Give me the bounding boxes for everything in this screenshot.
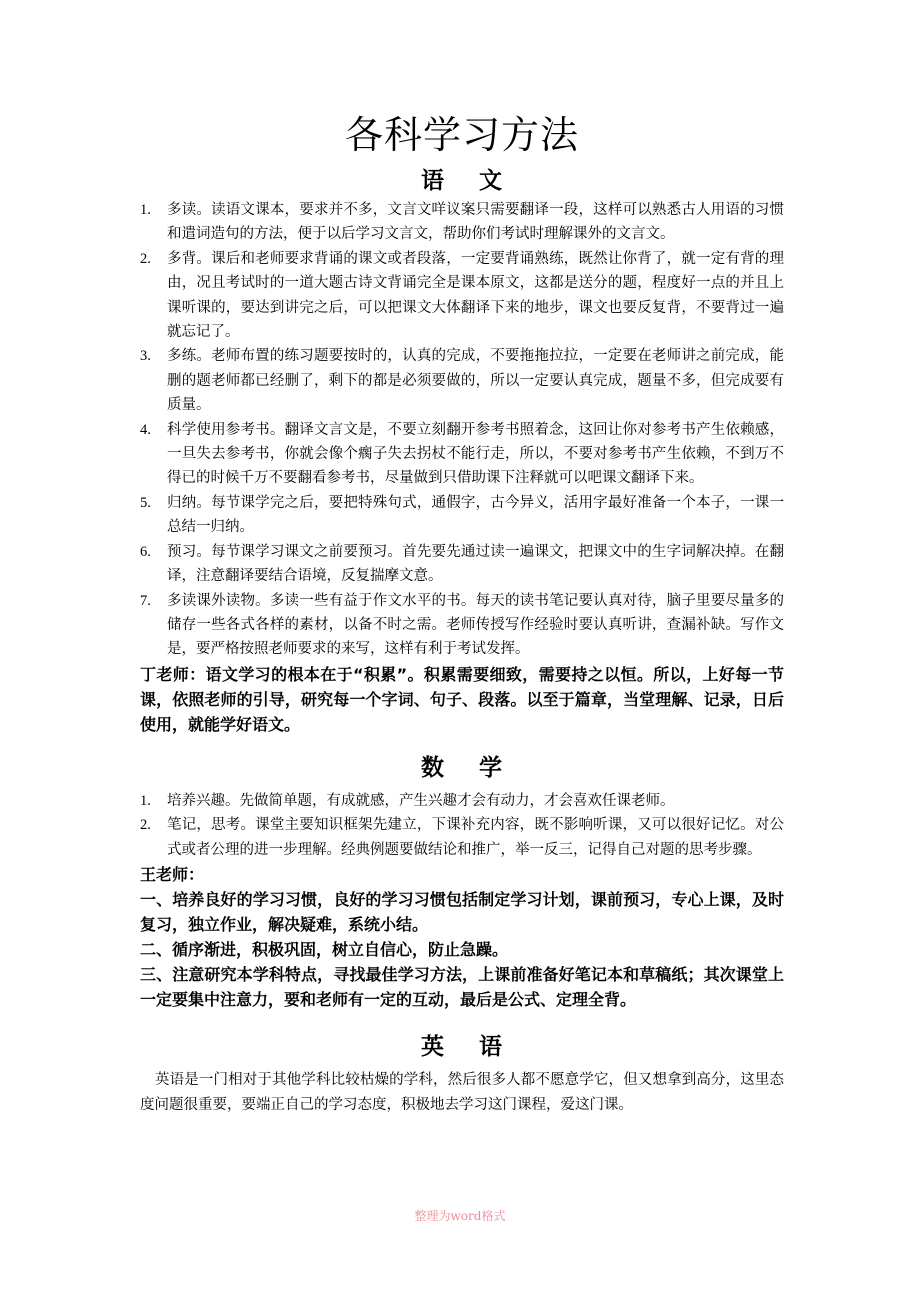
section-heading-english: 英 语 bbox=[421, 1033, 503, 1060]
teacher-wang-point: 二、循序渐进，积极巩固，树立自信心，防止急躁。 bbox=[140, 939, 509, 959]
teacher-ding-note: 丁老师：语文学习的根本在于“积累”。积累需要细致，需要持之以恒。所以，上好每一节课，依照老师的引导，研究每一个字词、句子、段落。以至于篇章，当堂理解、记录，日后使用，就能学好语文。 bbox=[140, 664, 784, 734]
math-methods-list bbox=[140, 789, 784, 862]
section-heading-math: 数 学 bbox=[421, 754, 503, 781]
list-item: 3. 多练。老师布置的练习题要按时的，认真的完成，不要拖拖拉拉，一定要在老师讲之前完成，能删的题老师都已经删了，剩下的都是必须要做的，所以一定要认真完成，题量不多，但完成要有质量。 bbox=[140, 348, 784, 414]
english-paragraph: 英语是一门相对于其他学科比较枯燥的学科，然后很多人都不愿意学它，但又想拿到高分，这里态度问题很重要，要端正自己的学习态度，积极地去学习这门课程，爱这门课。 bbox=[140, 1071, 784, 1113]
list-item: 6. 预习。每节课学习课文之前要预习。首先要先通过读一遍课文，把课文中的生字词解决掉。在翻译，注意翻译要结合语境，反复揣摩文意。 bbox=[140, 543, 784, 585]
teacher-wang-point: 一、培养良好的学习习惯，良好的学习习惯包括制定学习计划，课前预习，专心上课，及时复习，独立作业，解决疑难，系统小结。 bbox=[140, 889, 784, 934]
list-item: 7. 多读课外读物。多读一些有益于作文水平的书。每天的读书笔记要认真对待，脑子里要尽量多的储存一些各式各样的素材，以备不时之需。老师传授写作经验时要认真听讲，查漏补缺。写作文是，要严格按照老师要求的来写，这样有利于考试发挥。 bbox=[140, 592, 784, 658]
page-footer: 整理为word格式 bbox=[414, 1209, 506, 1223]
document-title: 各科学习方法 bbox=[344, 113, 579, 157]
list-item: 2. 多背。课后和老师要求背诵的课文或者段落，一定要背诵熟练，既然让你背了，就一定有背的理由，况且考试时的一道大题古诗文背诵完全是课本原文，这都是送分的题，程度好一点的并且上课听课的，要达到讲完之后，可以把课文大体翻译下来的地步，课文也要反复背，不要背过一遍就忘记了。 bbox=[140, 250, 784, 341]
list-item: 2. 笔记，思考。课堂主要知识框架先建立，下课补充内容，既不影响听课，又可以很好记忆。对公式或者公理的进一步理解。经典例题要做结论和推广，举一反三，记得自己对题的思考步骤。 bbox=[140, 817, 784, 858]
list-item: 1. 多读。读语文课本，要求并不多，文言文咩议案只需要翻译一段，这样可以熟悉古人用语的习惯和遣词造句的方法，便于以后学习文言文，帮助你们考试时理解课外的文言文。 bbox=[140, 202, 784, 243]
teacher-wang-point: 三、注意研究本学科特点，寻找最佳学习方法，上课前准备好笔记本和草稿纸；其次课堂上一定要集中注意力，要和老师有一定的互动，最后是公式、定理全背。 bbox=[140, 964, 784, 1009]
section-heading-chinese: 语 文 bbox=[421, 168, 503, 194]
list-item: 4. 科学使用参考书。翻译文言文是，不要立刻翻开参考书照着念，这回让你对参考书产生依赖感，一旦失去参考书，你就会像个瘸子失去拐杖不能行走，所以，不要对参考书产生依赖，不到万不得已的时候千万不要翻看参考书，尽量做到只借助课下注释就可以吧课文翻译下来。 bbox=[140, 421, 784, 487]
list-item: 5. 归纳。每节课学完之后，要把特殊句式，通假字，古今异义，活用字最好准备一个本子，一课一总结一归纳。 bbox=[140, 494, 784, 536]
teacher-wang-label: 王老师： bbox=[140, 864, 205, 884]
list-item: 1. 培养兴趣。先做简单题，有成就感，产生兴趣才会有动力，才会喜欢任课老师。 bbox=[140, 792, 675, 809]
chinese-methods-list bbox=[140, 198, 784, 662]
document-page bbox=[140, 110, 784, 1118]
